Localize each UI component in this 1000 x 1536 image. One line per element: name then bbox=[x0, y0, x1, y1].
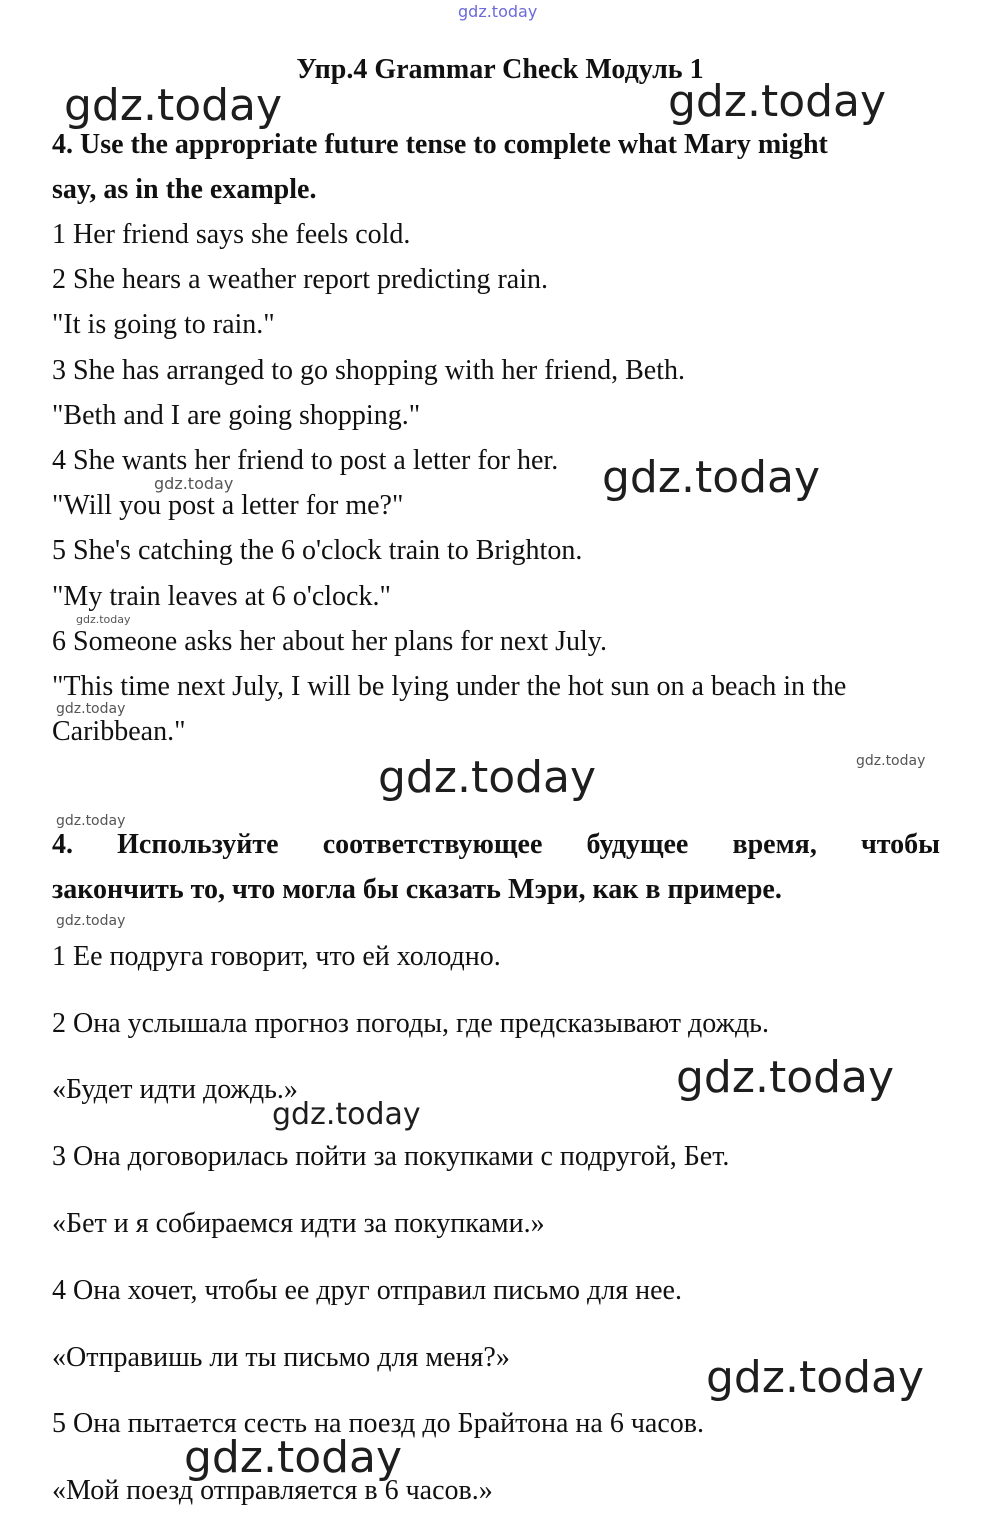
watermark: gdz.today bbox=[676, 1052, 895, 1103]
watermark-medium: gdz.today bbox=[272, 1097, 421, 1132]
exercise-line: 4 Она хочет, чтобы ее друг отправил письмо для нее. bbox=[52, 1275, 682, 1306]
answer-line: «Будет идти дождь.» bbox=[52, 1074, 298, 1105]
answer-line: "It is going to rain." bbox=[52, 309, 275, 340]
exercise-line: 5 She's catching the 6 o'clock train to Brighton. bbox=[52, 535, 583, 566]
watermark: gdz.today bbox=[184, 1432, 403, 1483]
watermark-small: gdz.today bbox=[56, 913, 126, 929]
exercise-line: 5 Она пытается сесть на поезд до Брайтона на 6 часов. bbox=[52, 1408, 704, 1439]
answer-line: «Мой поезд отправляется в 6 часов.» bbox=[52, 1475, 493, 1506]
exercise-line: 2 She hears a weather report predicting rain. bbox=[52, 264, 549, 295]
watermark-small: gdz.today bbox=[56, 813, 126, 829]
exercise-line: 2 Она услышала прогноз погоды, где предсказывают дождь. bbox=[52, 1008, 769, 1039]
watermark: gdz.today bbox=[64, 80, 283, 131]
exercise-line: 4 She wants her friend to post a letter for her. bbox=[52, 445, 559, 476]
exercise-line: 6 Someone asks her about her plans for next July. bbox=[52, 626, 607, 657]
watermark: gdz.today bbox=[668, 76, 887, 127]
answer-line: «Бет и я собираемся идти за покупками.» bbox=[52, 1208, 545, 1239]
task-heading: 4. Use the appropriate future tense to complete what Mary might bbox=[52, 129, 828, 160]
exercise-line: 1 Ее подруга говорит, что ей холодно. bbox=[52, 941, 501, 972]
task-heading: 4. Используйте соответствующее будущее время, чтобы bbox=[52, 829, 940, 860]
exercise-line: 1 Her friend says she feels cold. bbox=[52, 219, 411, 250]
answer-line: Caribbean." bbox=[52, 716, 186, 747]
answer-line: "My train leaves at 6 o'clock." bbox=[52, 581, 391, 612]
watermark-small: gdz.today bbox=[856, 753, 926, 769]
watermark-small: gdz.today bbox=[76, 613, 131, 626]
watermark-small: gdz.today bbox=[154, 474, 234, 493]
watermark: gdz.today bbox=[602, 452, 821, 503]
task-heading: закончить то, что могла бы сказать Мэри, как в примере. bbox=[52, 874, 782, 905]
answer-line: «Отправишь ли ты письмо для меня?» bbox=[52, 1342, 510, 1373]
answer-line: "Beth and I are going shopping." bbox=[52, 400, 421, 431]
page-title: Упр.4 Grammar Check Модуль 1 bbox=[296, 54, 704, 85]
watermark: gdz.today bbox=[378, 752, 597, 803]
answer-line: "This time next July, I will be lying under the hot sun on a beach in the bbox=[52, 671, 847, 702]
exercise-line: 3 Она договорилась пойти за покупками с подругой, Бет. bbox=[52, 1141, 730, 1172]
watermark-small: gdz.today bbox=[56, 701, 126, 717]
exercise-line: 3 She has arranged to go shopping with her friend, Beth. bbox=[52, 355, 685, 386]
watermark: gdz.today bbox=[706, 1352, 925, 1403]
task-heading: say, as in the example. bbox=[52, 174, 317, 205]
watermark-top: gdz.today bbox=[458, 2, 538, 21]
answer-line: "Will you post a letter for me?" bbox=[52, 490, 404, 521]
